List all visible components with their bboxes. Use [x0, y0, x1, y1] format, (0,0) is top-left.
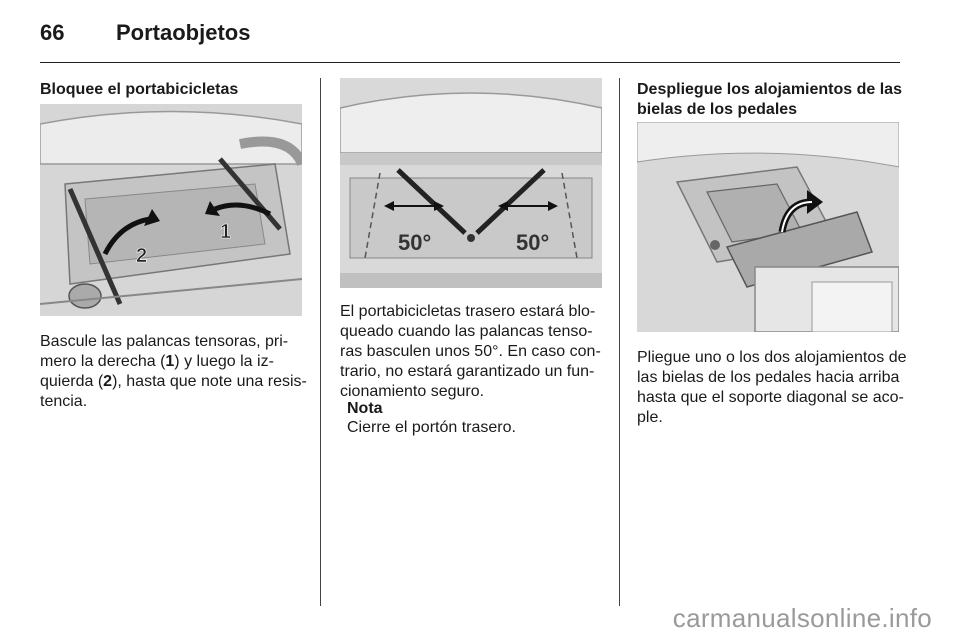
text-line: hasta que el soporte diagonal se aco- [637, 389, 904, 406]
paragraph-tension-levers [40, 332, 312, 412]
text-line: ple. [637, 409, 663, 426]
watermark: carmanualsonline.info [672, 603, 932, 633]
note-text: Cierre el portón trasero. [347, 419, 516, 436]
figure-tension-levers [40, 104, 302, 316]
text-line: las bielas de los pedales hacia arriba [637, 369, 900, 386]
angle-label-left: 50° [398, 230, 432, 255]
heading-line: Despliegue los alojamientos de las [637, 81, 902, 98]
page-title: Portaobjetos [116, 20, 251, 45]
figure-callout-2: 2 [136, 245, 148, 267]
text-line: El portabicicletas trasero estará blo- [340, 303, 596, 320]
section-heading-lock-rack: Bloquee el portabicicletas [40, 81, 239, 98]
text-line: tencia. [40, 393, 88, 410]
section-heading-pedal-mounts [637, 80, 907, 120]
heading-line: bielas de los pedales [637, 101, 798, 118]
text-line: quierda (2), hasta que note una resis- [40, 373, 307, 390]
text-line: ras basculen unos 50°. En caso con- [340, 343, 601, 360]
text-line: Bascule las palancas tensoras, pri- [40, 333, 289, 350]
text-line: cionamiento seguro. [340, 383, 485, 400]
text-line: queado cuando las palancas tenso- [340, 323, 593, 340]
figure-pedal-mounts [637, 122, 899, 332]
note-heading: Nota [347, 400, 383, 417]
angle-label-right: 50° [516, 230, 550, 255]
column-divider-1 [320, 78, 321, 606]
text-line: Pliegue uno o los dos alojamientos de [637, 349, 907, 366]
page-number: 66 [40, 20, 65, 45]
figure-lever-angle [340, 78, 602, 288]
figure-callout-1: 1 [220, 221, 232, 243]
callout-ref-2: 2 [103, 373, 113, 390]
column-divider-2 [619, 78, 620, 606]
paragraph-locked-rack [340, 302, 614, 402]
page-header [40, 14, 900, 63]
text-line: mero la derecha (1) y luego la iz- [40, 353, 274, 370]
paragraph-pedal-mounts [637, 348, 909, 428]
callout-ref-1: 1 [165, 353, 175, 370]
text-line: trario, no estará garantizado un fun- [340, 363, 595, 380]
